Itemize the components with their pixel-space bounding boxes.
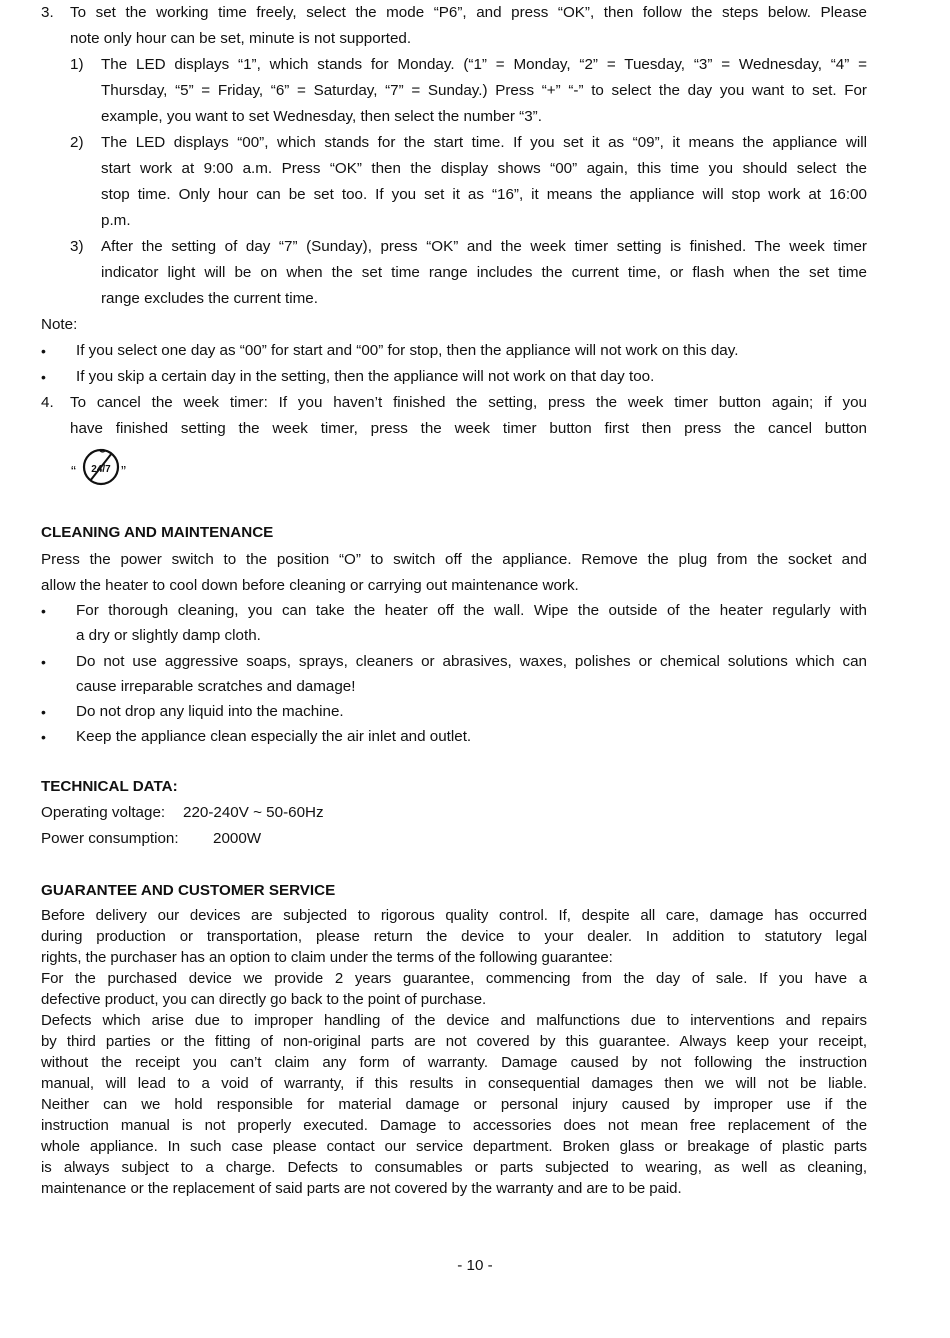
guarantee-line: Before delivery our devices are subjected to rigorous quality control. If, despite all care, damage has occurred: [41, 907, 867, 924]
item-4-line-1: [41, 392, 867, 414]
guarantee-line: rights, the purchaser has an option to claim under the terms of the following guarantee:: [41, 949, 613, 966]
guarantee-line: is always subject to a charge. Defects to consumables or parts subjected to wearing, as well as cleaning,: [41, 1159, 867, 1176]
item-number: 4.: [41, 394, 54, 411]
bullet-icon: •: [41, 603, 46, 619]
bullet-icon: •: [41, 704, 46, 720]
cleaning-bullet: [41, 600, 867, 622]
bullet-text: Do not use aggressive soaps, sprays, cleaners or abrasives, waxes, polishes or chemical solutions which can: [76, 653, 867, 670]
guarantee-line: defective product, you can directly go back to the point of purchase.: [41, 991, 487, 1008]
quote-close: ”: [121, 463, 126, 480]
power-label: Power consumption:: [41, 830, 179, 847]
step-text: Thursday, “5” = Friday, “6” = Saturday, “7” = Sunday.) Press “+” “-” to select the day you want to set. For: [101, 82, 867, 99]
guarantee-line: instruction manual is not properly executed. Damage to accessories does not mean free replacement of the: [41, 1117, 867, 1134]
guarantee-line: whole appliance. In such case please contact our service department. Broken glass or breakage of plastic parts: [41, 1138, 867, 1155]
step-text: The LED displays “00”, which stands for the start time. If you set it as “09”, it means the appliance will: [101, 134, 867, 151]
step-3-line-1: [41, 236, 867, 258]
step-text: example, you want to set Wednesday, then select the number “3”.: [101, 108, 542, 125]
guarantee-line: maintenance or the replacement of said parts are not covered by the warranty and are to be paid.: [41, 1180, 682, 1197]
page-number: - 10 -: [457, 1257, 493, 1274]
note-item: [41, 366, 867, 388]
guarantee-line: manual, will lead to a void of warranty, if this results in consequential damages then we will not be liable.: [41, 1075, 867, 1092]
item-3-text: To set the working time freely, select the mode “P6”, and press “OK”, then follow the steps below. Please: [70, 4, 867, 21]
icon-label: 24/7: [91, 464, 111, 475]
note-label: Note:: [41, 316, 78, 333]
step-3-line-2: [41, 262, 867, 284]
step-text: start work at 9:00 a.m. Press “OK” then the display shows “00” again, this time you should select the: [101, 160, 867, 177]
bullet-text: cause irreparable scratches and damage!: [76, 678, 356, 695]
step-number: 1): [70, 56, 84, 73]
bullet-text: For thorough cleaning, you can take the heater off the wall. Wipe the outside of the heater regularly with: [76, 602, 867, 619]
guarantee-heading: GUARANTEE AND CUSTOMER SERVICE: [41, 882, 336, 899]
bullet-text: Do not drop any liquid into the machine.: [76, 703, 344, 720]
step-text: After the setting of day “7” (Sunday), press “OK” and the week timer setting is finished. The week timer: [101, 238, 867, 255]
bullet-text: Keep the appliance clean especially the air inlet and outlet.: [76, 728, 472, 745]
cleaning-bullet-cont: [41, 676, 867, 698]
item-4-text: To cancel the week timer: If you haven’t finished the setting, press the week timer button again; if you: [70, 394, 867, 411]
voltage-label: Operating voltage:: [41, 804, 166, 821]
bullet-icon: •: [41, 343, 46, 359]
note-text: If you skip a certain day in the setting, then the appliance will not work on that day too.: [76, 368, 655, 385]
bullet-text: a dry or slightly damp cloth.: [76, 627, 261, 644]
step-number: 2): [70, 134, 84, 151]
item-3-text: note only hour can be set, minute is not supported.: [70, 30, 412, 47]
step-2-line-3: [41, 184, 867, 206]
voltage-row: [41, 802, 867, 824]
item-3-line-1: [41, 2, 867, 24]
guarantee-line: during production or transportation, please return the device to your dealer. In addition to statutory legal: [41, 928, 867, 945]
cleaning-intro-line: Press the power switch to the position “O” to switch off the appliance. Remove the plug from the socket and: [41, 551, 867, 568]
voltage-value: 220-240V ~ 50-60Hz: [183, 804, 324, 821]
guarantee-line: without the receipt you can’t claim any form of warranty. Damage caused by not following the instruction: [41, 1054, 867, 1071]
step-text: range excludes the current time.: [101, 290, 318, 307]
cancel-icon-group: [71, 445, 126, 487]
cleaning-intro-line: allow the heater to cool down before cleaning or carrying out maintenance work.: [41, 577, 579, 594]
step-3-line-3: [41, 288, 867, 310]
guarantee-line: For the purchased device we provide 2 years guarantee, commencing from the day of sale. If you have a: [41, 970, 867, 987]
step-2-line-1: [41, 132, 867, 154]
bullet-icon: •: [41, 654, 46, 670]
step-number: 3): [70, 238, 84, 255]
step-1-line-3: [41, 106, 867, 128]
technical-heading: TECHNICAL DATA:: [41, 778, 178, 795]
cleaning-bullet: [41, 726, 867, 748]
step-1-line-2: [41, 80, 867, 102]
cleaning-heading: CLEANING AND MAINTENANCE: [41, 524, 274, 541]
bullet-icon: •: [41, 369, 46, 385]
note-item: [41, 340, 867, 362]
power-value: 2000W: [213, 830, 262, 847]
note-text: If you select one day as “00” for start and “00” for stop, then the appliance will not work on this day.: [76, 342, 739, 359]
step-2-line-2: [41, 158, 867, 180]
bullet-icon: •: [41, 729, 46, 745]
quote-open: “: [71, 463, 76, 480]
step-text: indicator light will be on when the set time range includes the current time, or flash when the set time: [101, 264, 867, 281]
cleaning-bullet: [41, 651, 867, 673]
step-1-line-1: [41, 54, 867, 76]
step-2-line-4: [41, 210, 867, 232]
guarantee-line: Defects which arise due to improper handling of the device and malfunctions due to interventions and repairs: [41, 1012, 867, 1029]
cleaning-bullet-cont: [41, 625, 867, 647]
item-number: 3.: [41, 4, 54, 21]
power-row: [41, 828, 867, 850]
cleaning-bullet: [41, 701, 867, 723]
item-4-text: have finished setting the week timer, press the week timer button first then press the cancel button: [70, 420, 867, 437]
step-text: stop time. Only hour can be set too. If you set it as “16”, it means the appliance will stop work at 16:00: [101, 186, 867, 203]
step-text: p.m.: [101, 212, 131, 229]
item-4-line-2: [41, 418, 867, 440]
guarantee-line: by third parties or the fitting of non-original parts are not covered by this guarantee. Always keep your receipt,: [41, 1033, 867, 1050]
step-text: The LED displays “1”, which stands for Monday. (“1” = Monday, “2” = Tuesday, “3” = Wednesday, “4” =: [101, 56, 867, 73]
item-3-line-2: [41, 28, 867, 50]
guarantee-line: Neither can we hold responsible for material damage or personal injury caused by improper use if the: [41, 1096, 867, 1113]
